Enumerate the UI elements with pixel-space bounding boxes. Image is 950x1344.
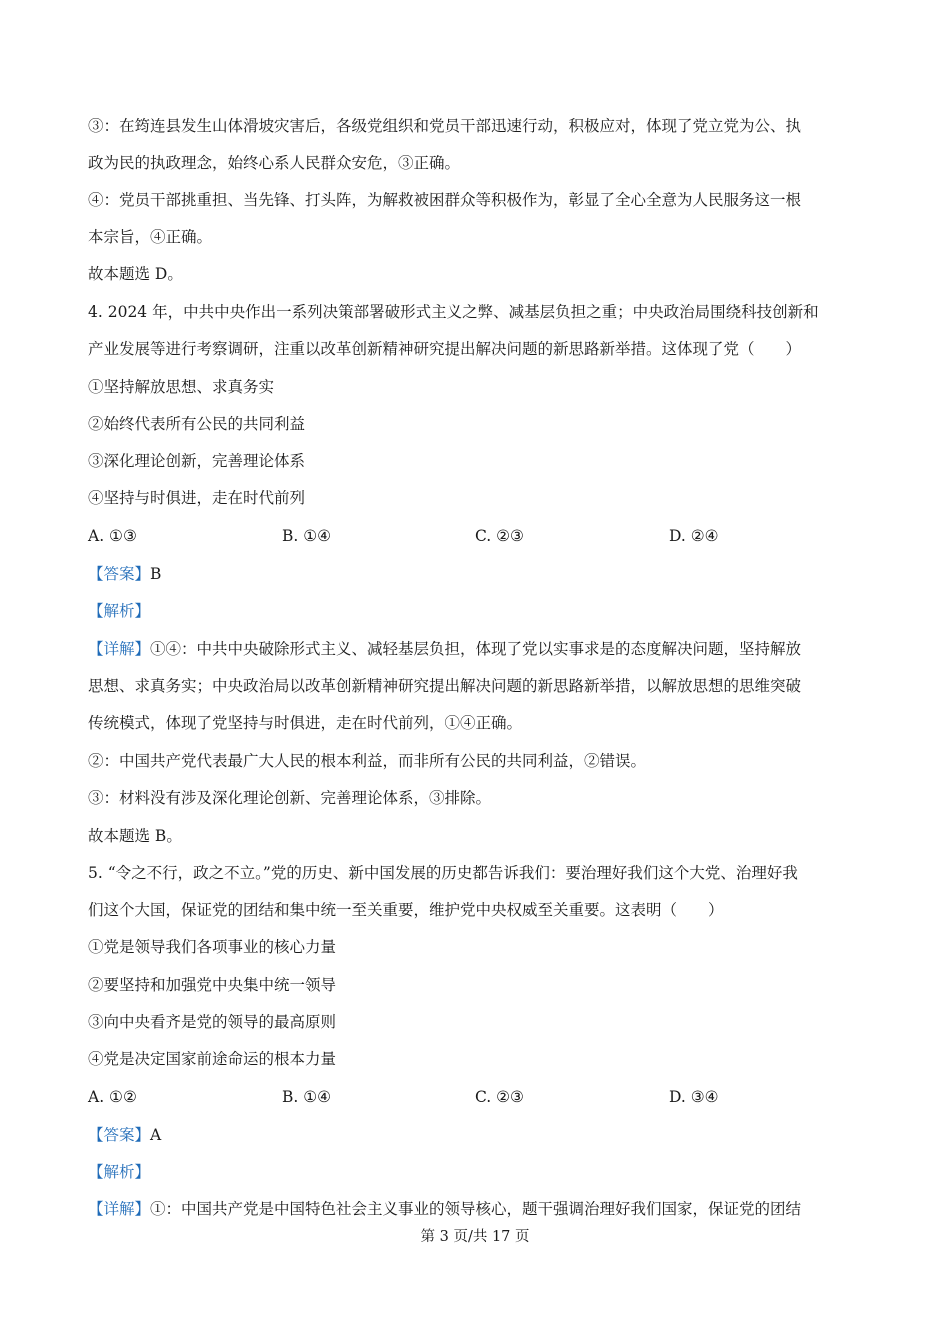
analysis-line: ④：党员干部挑重担、当先锋、打头阵，为解救被困群众等积极作为，彰显了全心全意为人民服务这一根: [88, 191, 802, 209]
option-c: C. ②③: [475, 1088, 524, 1106]
statement-item: ④坚持与时俱进，走在时代前列: [88, 489, 306, 507]
detail-line: [88, 1199, 801, 1219]
detail-tag: 【详解】: [88, 640, 151, 658]
statement-item: ①坚持解放思想、求真务实: [88, 378, 275, 396]
analysis-heading: [88, 1162, 150, 1182]
option-d: D. ③④: [669, 1088, 719, 1106]
question-5-stem: 5. “令之不行，政之不立。”党的历史、新中国发展的历史都告诉我们：要治理好我们这个大党、治理好我: [88, 864, 798, 882]
detail-line: ③：材料没有涉及深化理论创新、完善理论体系，③排除。: [88, 789, 492, 807]
detail-line: 传统模式，体现了党坚持与时俱进，走在时代前列，①④正确。: [88, 714, 523, 732]
analysis-tag: 【解析】: [88, 602, 151, 620]
detail-line: ②：中国共产党代表最广大人民的根本利益，而非所有公民的共同利益，②错误。: [88, 752, 647, 770]
option-a: A. ①②: [88, 1088, 137, 1106]
statement-item: ②始终代表所有公民的共同利益: [88, 415, 306, 433]
answer-tag: 【答案】: [88, 565, 151, 583]
answer-line: [88, 564, 161, 584]
answer-value: A: [150, 1126, 162, 1144]
analysis-line: 本宗旨，④正确。: [88, 228, 213, 246]
question-5-stem: 们这个大国，保证党的团结和集中统一至关重要，维护党中央权威至关重要。这表明（ ）: [88, 901, 724, 919]
option-d: D. ②④: [669, 527, 719, 545]
answer-value: B: [150, 565, 162, 583]
analysis-line: 政为民的执政理念，始终心系人民群众安危，③正确。: [88, 154, 461, 172]
answer-tag: 【答案】: [88, 1126, 151, 1144]
conclusion-line: 故本题选 B。: [88, 827, 182, 845]
option-a: A. ①③: [88, 527, 137, 545]
statement-item: ②要坚持和加强党中央集中统一领导: [88, 976, 337, 994]
detail-text: ①④：中共中央破除形式主义、减轻基层负担，体现了党以实事求是的态度解决问题，坚持解放: [150, 640, 802, 658]
page-number: 第 3 页/共 17 页: [420, 1229, 530, 1245]
analysis-line: ③：在筠连县发生山体滑坡灾害后，各级党组织和党员干部迅速行动，积极应对，体现了党立党为公、执: [88, 117, 802, 135]
answer-line: [88, 1125, 161, 1145]
statement-item: ④党是决定国家前途命运的根本力量: [88, 1050, 337, 1068]
statement-item: ③深化理论创新，完善理论体系: [88, 452, 306, 470]
conclusion-line: 故本题选 D。: [88, 265, 183, 283]
analysis-heading: [88, 601, 150, 621]
option-c: C. ②③: [475, 527, 524, 545]
analysis-tag: 【解析】: [88, 1163, 151, 1181]
detail-line: 思想、求真务实；中央政治局以改革创新精神研究提出解决问题的新思路新举措，以解放思想的思维突破: [88, 677, 802, 695]
detail-line: [88, 639, 801, 659]
detail-text: ①：中国共产党是中国特色社会主义事业的领导核心，题干强调治理好我们国家，保证党的团结: [150, 1200, 802, 1218]
statement-item: ③向中央看齐是党的领导的最高原则: [88, 1013, 337, 1031]
question-4-stem: 产业发展等进行考察调研，注重以改革创新精神研究提出解决问题的新思路新举措。这体现了党（ ）: [88, 340, 802, 358]
option-b: B. ①④: [282, 1088, 332, 1106]
option-b: B. ①④: [282, 527, 332, 545]
detail-tag: 【详解】: [88, 1200, 151, 1218]
statement-item: ①党是领导我们各项事业的核心力量: [88, 938, 337, 956]
question-4-stem: 4. 2024 年，中共中央作出一系列决策部署破形式主义之弊、减基层负担之重；中央政治局围绕科技创新和: [88, 303, 819, 321]
